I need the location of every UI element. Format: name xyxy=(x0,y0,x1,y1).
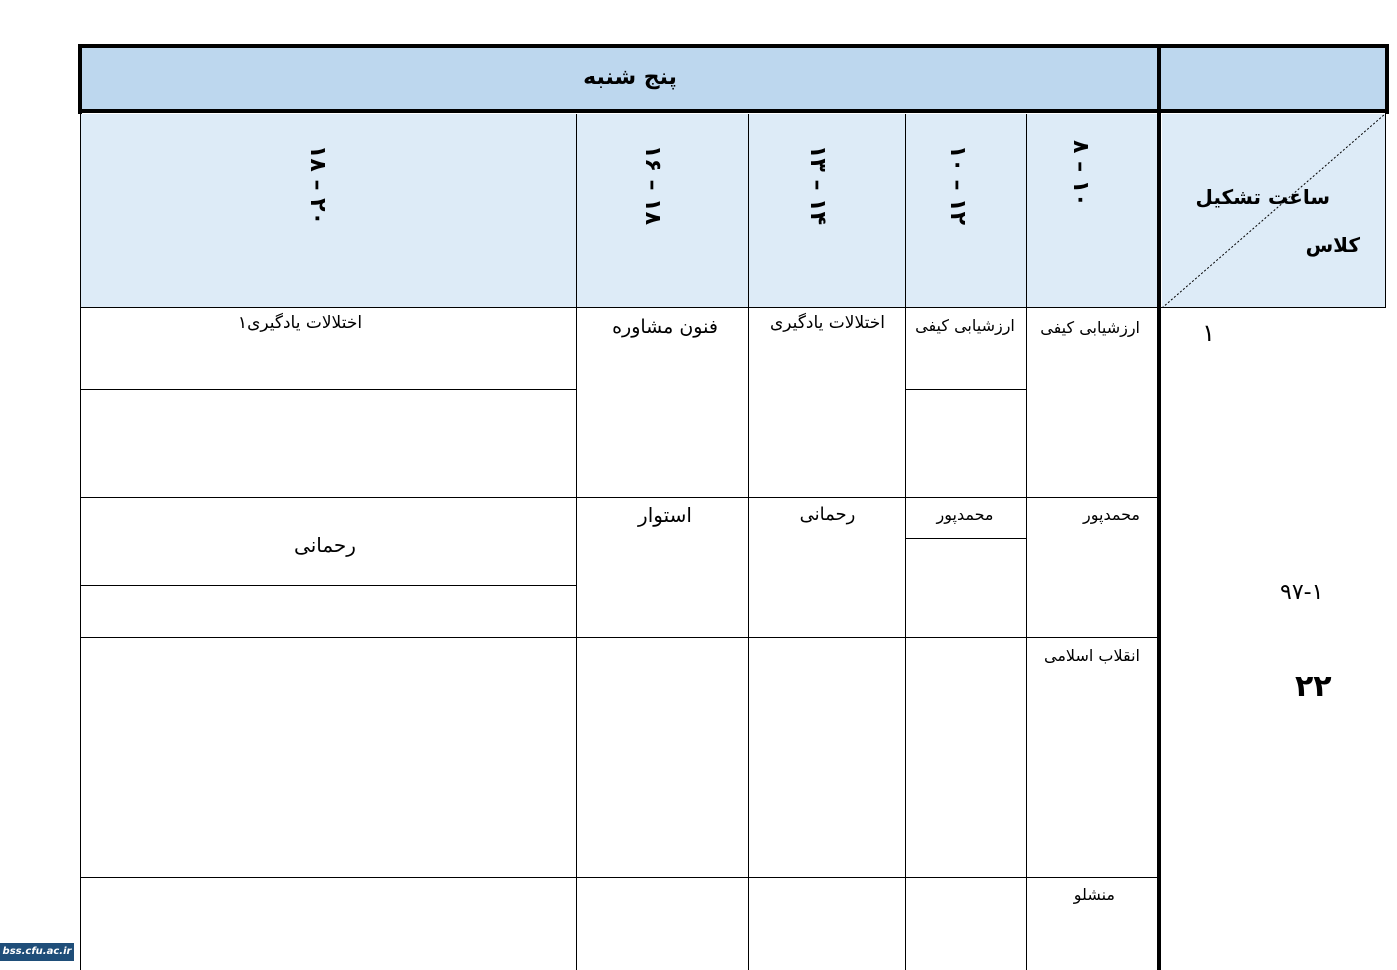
frame-divider xyxy=(1157,44,1161,970)
col-div-3 xyxy=(748,114,749,970)
course-slot-2-text: ارزشیابی کیفی xyxy=(915,316,1015,335)
time-slot-3: ۱۳ – ۱۴ xyxy=(805,145,830,226)
course-slot-3-text: اختلالات یادگیری xyxy=(770,313,885,333)
subrow-col2-538 xyxy=(905,538,1026,539)
course-slot-3 xyxy=(755,308,900,338)
table-left xyxy=(80,114,81,970)
col-div-1 xyxy=(1026,114,1027,970)
course-slot-5: اختلالات یادگیری۱ xyxy=(237,313,363,333)
row-line-877 xyxy=(80,877,1158,878)
subrow-col2-389 xyxy=(905,389,1026,390)
teacher-slot-5: رحمانی xyxy=(294,533,356,557)
course-row3-slot-1: منشلو xyxy=(1073,885,1115,904)
time-header-row xyxy=(80,114,1158,308)
class-term: ۹۷-۱ xyxy=(1280,580,1324,605)
frame-right xyxy=(1385,44,1389,114)
class-number: ۱ xyxy=(1202,319,1215,347)
corner-class-label: کلاس xyxy=(1305,233,1360,257)
frame-left-top xyxy=(78,44,82,114)
course-row2-slot-1-text: انقلاب اسلامی xyxy=(1044,646,1140,665)
subrow-col5-389 xyxy=(80,389,576,390)
corner-time-label: ساعت تشکیل xyxy=(1195,185,1330,209)
class-count: ۲۲ xyxy=(1295,669,1332,704)
col-div-2 xyxy=(905,114,906,970)
frame-top xyxy=(78,44,1388,48)
day-title: پنج شنبه xyxy=(583,65,677,90)
course-slot-2 xyxy=(910,310,1020,342)
teacher-slot-2: محمدپور xyxy=(936,505,994,524)
course-slot-1-text: ارزشیابی کیفی xyxy=(1040,318,1140,337)
course-slot-4 xyxy=(590,310,740,344)
teacher-slot-4: استوار xyxy=(638,503,692,527)
course-slot-4-text: فنون مشاوره xyxy=(612,316,718,338)
subrow-col5-585 xyxy=(80,585,576,586)
teacher-slot-1: محمدپور xyxy=(1083,505,1140,524)
table-right xyxy=(1385,114,1386,308)
frame-header-bottom xyxy=(78,109,1388,113)
time-slot-2: ۱۰ – ۱۲ xyxy=(945,145,970,226)
course-slot-1 xyxy=(1040,312,1140,344)
course-row2-slot-1 xyxy=(1040,640,1140,672)
row-line-497 xyxy=(80,497,1158,498)
teacher-slot-3: رحمانی xyxy=(799,504,856,525)
col-div-4 xyxy=(576,114,577,970)
site-watermark: bss.cfu.ac.ir xyxy=(0,943,74,961)
time-slot-4: ۱۶ – ۱۸ xyxy=(640,145,665,226)
time-slot-1: ۸ – ۱۰ xyxy=(1068,140,1093,207)
row-line-637 xyxy=(80,637,1158,638)
time-slot-5: ۱۸ – ۲۰ xyxy=(305,145,330,226)
